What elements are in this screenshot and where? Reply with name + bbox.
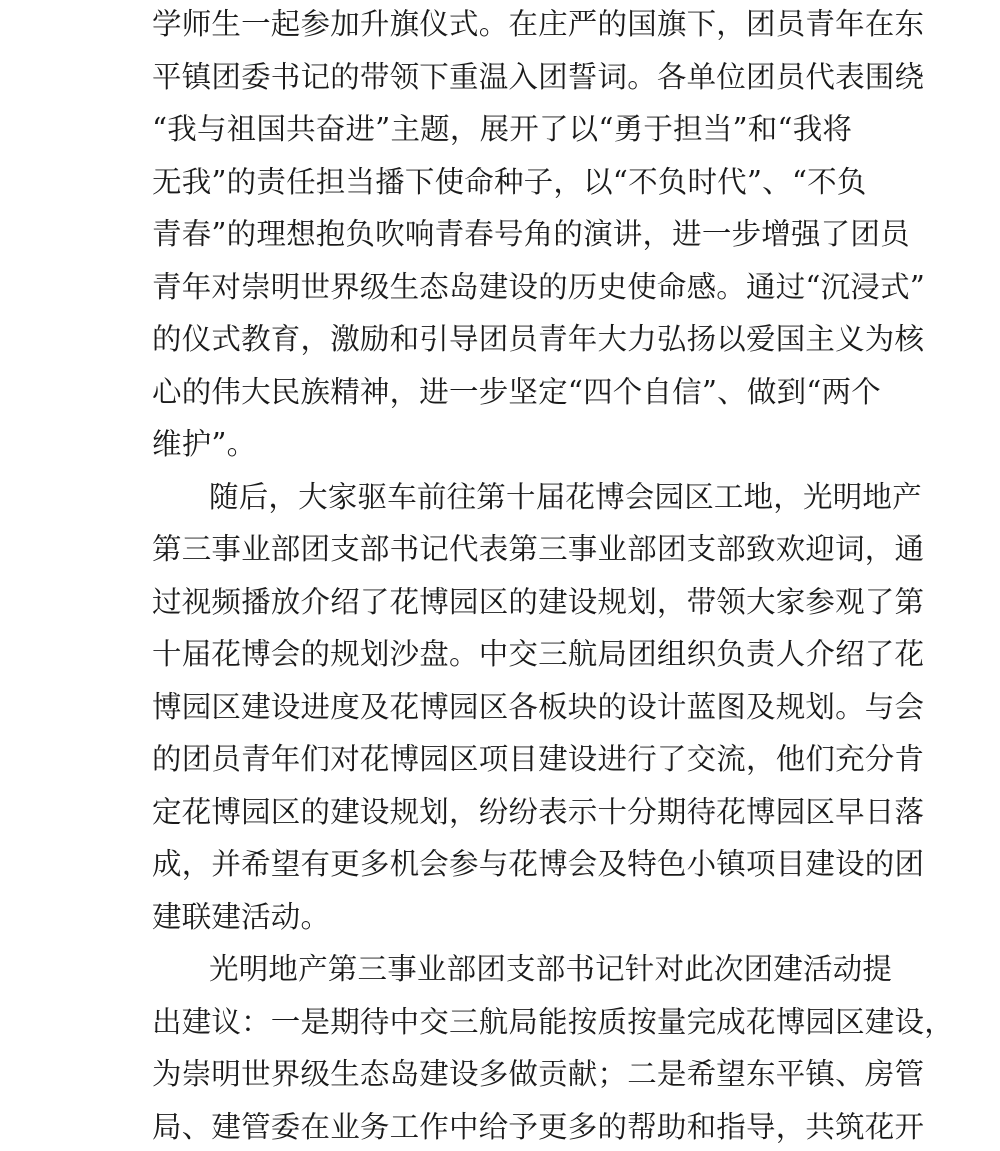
paragraph-line: 成，并希望有更多机会参与花博会及特色小镇项目建设的团 <box>152 847 925 881</box>
paragraph-line: 青年对崇明世界级生态岛建设的历史使命感。通过“沉浸式” <box>152 270 926 304</box>
paragraph-line: 青春”的理想抱负吹响青春号角的演讲，进一步增强了团员 <box>152 217 910 251</box>
paragraph-line: 无我”的责任担当播下使命种子，以“不负时代”、“不负 <box>152 165 867 199</box>
paragraph-line: 过视频播放介绍了花博园区的建设规划，带领大家参观了第 <box>152 585 925 619</box>
paragraph-first-line: 随后，大家驱车前往第十届花博会园区工地，光明地产 <box>209 480 922 514</box>
paragraph-line: 第三事业部团支部书记代表第三事业部团支部致欢迎词，通 <box>152 532 925 566</box>
paragraph-line: 学师生一起参加升旗仪式。在庄严的国旗下，团员青年在东 <box>152 7 925 41</box>
paragraph-line: 出建议：一是期待中交三航局能按质按量完成花博园区建设， <box>152 1005 954 1039</box>
paragraph-line: 心的伟大民族精神，进一步坚定“四个自信”、做到“两个 <box>152 375 881 409</box>
paragraph-line: 建联建活动。 <box>152 900 331 934</box>
paragraph-line: 十届花博会的规划沙盘。中交三航局团组织负责人介绍了花 <box>152 637 925 671</box>
paragraph-line: 的仪式教育，激励和引导团员青年大力弘扬以爱国主义为核 <box>152 322 925 356</box>
paragraph-line: 维护”。 <box>152 427 257 461</box>
paragraph-line: 的团员青年们对花博园区项目建设进行了交流，他们充分肯 <box>152 742 925 776</box>
paragraph-line: 定花博园区的建设规划，纷纷表示十分期待花博园区早日落 <box>152 795 925 829</box>
paragraph-first-line: 光明地产第三事业部团支部书记针对此次团建活动提 <box>209 952 893 986</box>
paragraph-line: 为崇明世界级生态岛建设多做贡献；二是希望东平镇、房管 <box>152 1057 925 1091</box>
paragraph-line: 博园区建设进度及花博园区各板块的设计蓝图及规划。与会 <box>152 690 925 724</box>
paragraph-line: “我与祖国共奋进”主题，展开了以“勇于担当”和“我将 <box>152 112 853 146</box>
paragraph-line: 平镇团委书记的带领下重温入团誓词。各单位团员代表围绕 <box>152 60 925 94</box>
paragraph-line: 局、建管委在业务工作中给予更多的帮助和指导，共筑花开 <box>152 1110 925 1144</box>
